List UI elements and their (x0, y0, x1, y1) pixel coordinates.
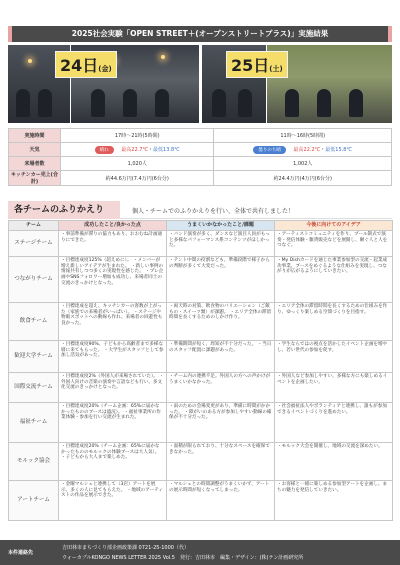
table-cell: 17時〜21時(5時間) (61, 129, 214, 143)
row-label: キッチンカー売上(合計) (9, 171, 61, 186)
team-name: 国際交流チーム (9, 373, 59, 403)
ideas: ・学生ならではの視点を活かしたイベント企画を増やし、若い世代の参加を促す。 (275, 341, 393, 373)
issues: ・チーム内の連携不足。外国人の方への声かけがうまくいかなかった。 (167, 373, 275, 403)
date-number: 24日 (60, 56, 99, 75)
table-row (9, 403, 393, 443)
crowd-figure (212, 89, 226, 117)
crowd-figure (317, 89, 331, 117)
good-points: ・目標達成度2%（外国人が来場されていた）。 ・外国人向けの音楽の演奏や言語なども行い、多文化交流のきっかけとなった。 (59, 373, 167, 403)
temp-low: 最低15.8℃ (325, 146, 353, 153)
good-points: ・目標達成度90%、子どもから高齢者まで多様な層に来てもらった。 ・大学生がスタッフとして参加し活気があった。 (59, 341, 167, 373)
table-row (9, 143, 392, 157)
date-weekday: (土) (269, 65, 283, 73)
table-cell: 1,002人 (214, 157, 392, 171)
temp-low: 最低13.8℃ (153, 146, 180, 153)
table-row (9, 157, 392, 171)
date-number: 25日 (231, 56, 270, 75)
section-title: 各チームのふりかえり (8, 201, 120, 219)
crowd-figure (285, 89, 299, 117)
table-row (9, 257, 393, 303)
team-name: ステージチーム (9, 231, 59, 257)
good-points: ・目標達成度20%（チーム企画：65%に届かなかったもののブースは盛況）。 ・福祉事業所の作業体験・参加を行い交流が生まれた。 (59, 403, 167, 443)
temp-high: 最高22.7℃ (121, 146, 149, 153)
column-header: 成功したこと/良かった点 (59, 221, 167, 231)
issues: ・両天時の対策、飲食物のバリエーション（ご飯もの・スイーツ類）が課題。 ・エリア全体の滞留時間を長くするためのしかけ作り。 (167, 303, 275, 341)
table-header-row (9, 221, 393, 231)
ideas: ・外国人など参加しやすい、多様な方にも楽しめるイベントを企画したい。 (275, 373, 393, 403)
issues: ・雨のための会場変更があり、準備に時間がかかった。 ・障がいのある方が参加しやすい動線の確保が不十分だった。 (167, 403, 275, 443)
ideas: ・モルック大会を開催し、地域の交流を深めたい。 (275, 443, 393, 481)
team-name: 歓迎大学チーム (9, 341, 59, 373)
table-row (9, 341, 393, 373)
team-name: アートチーム (9, 481, 59, 521)
ideas: ・My Dishカードを通じた事業参加型の交流・起業成功事業、ブースをめぐるような仕組みを実現し、つながりが広がるようにしていきたい。 (275, 257, 393, 303)
date-badge-day1 (55, 51, 117, 78)
crowd-figure (123, 89, 137, 117)
issues: ・バンド演奏が多く、ダンスなど演目人員がもっと多様なパフォーマンス系コンテンツがほしかった。 (167, 231, 275, 257)
table-row (9, 443, 393, 481)
column-header: チーム (9, 221, 59, 231)
table-cell: 11時〜16時(5時間) (214, 129, 392, 143)
footer (0, 540, 400, 565)
date-badge-day2 (226, 51, 288, 78)
review-section-header (8, 201, 392, 219)
ideas: ・社会福祉法人やボランティアと連携し、誰もが参加できるイベントづくりを進めたい。 (275, 403, 393, 443)
good-points: ・金曜マルシェと連携して（3店）アートを展示、多くの人に見てもらえた。 ・地域のアーティストの作品を展示できた。 (59, 481, 167, 521)
contact-label: 本件連絡先 (8, 550, 34, 556)
ideas: ・お客様と一緒に楽しめる参加型アートを企画し、まちの魅力を発信していきたい。 (275, 481, 393, 521)
event-photos (8, 45, 392, 123)
team-name: 飲食チーム (9, 303, 59, 341)
row-label: 実施時間 (9, 129, 61, 143)
team-review-table (8, 220, 393, 521)
table-cell: 1,020人 (61, 157, 214, 171)
table-cell: 約24.4万円(4万円(6台分) (214, 171, 392, 186)
issues: ・マルシェとの時間調整がうまくいかず、アートの展示時間が短くなってしまった。 (167, 481, 275, 521)
lantern-light (161, 55, 165, 59)
section-description: 個人・チームでのふりかえりを行い、全体で共有しました！ (132, 208, 295, 215)
column-header: 今後に向けてのアイデア (275, 221, 393, 231)
table-row (9, 373, 393, 403)
lantern-light (28, 59, 32, 63)
weather-badge: 曇りのち晴 (253, 146, 286, 154)
results-summary-table (8, 128, 392, 186)
good-points: ・目標達成度20%（チーム企画：65%に届かなかったもののモルックの体験ブースは大人気）。 ・子どもから大人まで楽しめた。 (59, 443, 167, 481)
team-name: 福祉チーム (9, 403, 59, 443)
issues: ・面積が限られており、十分なスペースを確保できなかった。 (167, 443, 275, 481)
row-label: 来場者数 (9, 157, 61, 171)
crowd-figure (16, 89, 30, 117)
weather-cell: 曇りのち晴 最高22.2℃・最低15.8℃ (214, 143, 392, 157)
crowd-figure (238, 89, 252, 117)
table-row (9, 129, 392, 143)
newsletter-info: ウォーカブルKONGO NEWS LETTER 2025 Vol.5 発行：吉田林市 編集・デザイン：(株)テン計画研究所 (62, 555, 304, 561)
row-label: 天気 (9, 143, 61, 157)
weather-cell: 晴れ 最高22.7℃・最低13.8℃ (61, 143, 214, 157)
table-row (9, 231, 393, 257)
ideas: ・エリア全体の滞留時間を長くするための仕組みを作り、ゆっくり楽しめる空間づくりを目指す。 (275, 303, 393, 341)
crowd-figure (155, 89, 169, 117)
table-row (9, 303, 393, 341)
temp-high: 最高22.2℃ (293, 146, 321, 153)
weather-badge: 晴れ (95, 146, 114, 154)
ideas: ・アーティストコミュニティを作り、プール制式で演奏・発信体験・雑貨販売などを展開し、継ぐ人と人をつなぐ。 (275, 231, 393, 257)
table-row (9, 481, 393, 521)
good-points: ・事前準備が滞りの協力もあり、おおむね計画通りにできた。 (59, 231, 167, 257)
crowd-figure (91, 89, 105, 117)
good-points: ・目標達成を超え、キッチンカーの客数が上がった（家族での来場者がいっぱい）。 ・ステージや物販スポットへの動線も作れ、来場者の回遊性も良かった。 (59, 303, 167, 341)
contact-info: 吉田林市まちづくり部企画政策課 0721-25-1000（代） (62, 545, 189, 551)
issues: ・テント中間の役割なども、準備段階で様子からの判断が多くて大変だった。 (167, 257, 275, 303)
page-title: 2025社会実験「OPEN STREET＋(オープンストリートプラス)」実施結果 (8, 26, 392, 42)
crowd-figure (38, 89, 52, 117)
date-weekday: (金) (98, 65, 112, 73)
good-points: ・目標達成度125%（超えめに）。 ・メンバーが増え新しいアイデアが生まれた。 ・新しい事例の情報共有しつつ多くの実現性を感じた。 ・プレ企画やSNSフォロワー増加も成功し、来場者同士の交流のきっかけとなった。 (59, 257, 167, 303)
table-row (9, 171, 392, 186)
team-name: つながりチーム (9, 257, 59, 303)
column-header: うまくいかなかったこと/課題 (167, 221, 275, 231)
team-name: モルック協会 (9, 443, 59, 481)
crowd-figure (349, 89, 363, 117)
table-cell: 約44.6万円(7.4万円(6台分) (61, 171, 214, 186)
issues: ・準備期間が短く、周知が不十分だった。 ・当日のスタッフ配置に課題があった。 (167, 341, 275, 373)
